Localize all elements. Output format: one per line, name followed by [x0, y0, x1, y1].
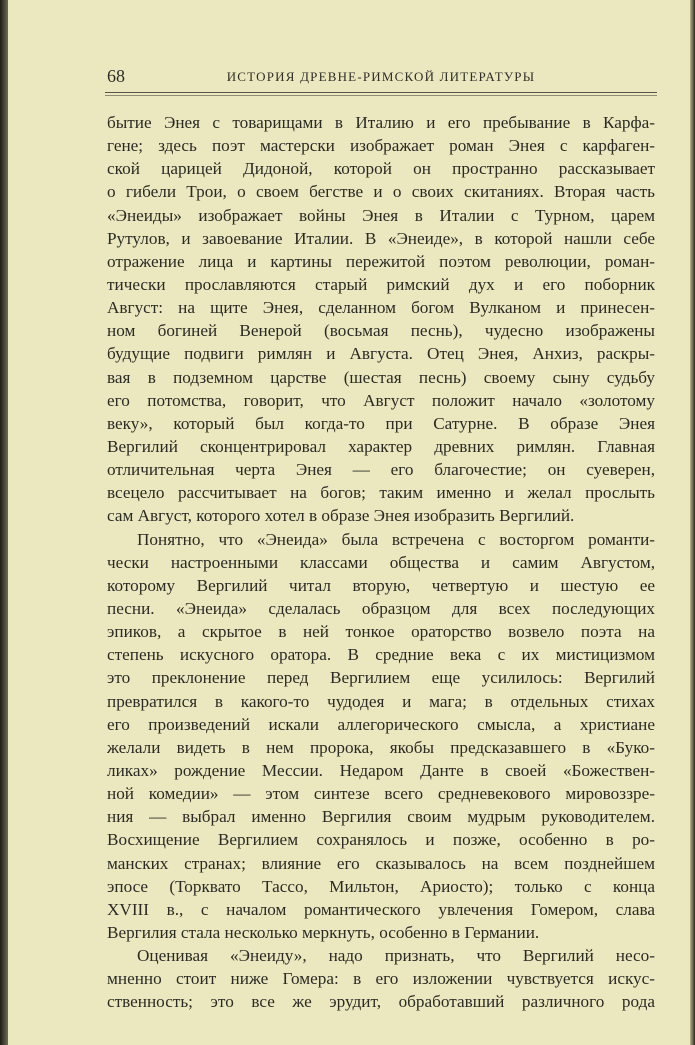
header-rule — [105, 92, 657, 93]
text-line: мненно стоит ниже Гомера: в его изложении чувствуется искус- — [107, 969, 655, 989]
page-number: 68 — [107, 66, 125, 86]
text-line: отличительная черта Энея — его благочестие; он суеверен, — [107, 460, 655, 480]
text-line: Восхищение Вергилием сохранялось и позже, особенно в ро- — [107, 830, 655, 850]
text-line: тически прославляются старый римский дух и его поборник — [107, 274, 655, 294]
text-line: сам Август, которого хотел в образе Энея изобразить Вергилий. — [107, 506, 575, 526]
text-line: веку», который был когда-то при Сатурне. В образе Энея — [107, 413, 655, 433]
text-line: гене; здесь поэт мастерски изображает роман Энея с карфаген- — [107, 136, 655, 156]
text-line: отражение лица и картины пережитой поэтом революции, роман- — [107, 251, 655, 271]
text-line: бытие Энея с товарищами в Италию и его пребывание в Карфа- — [107, 113, 655, 132]
text-line: всецело рассчитывает на богов; таким именно и желал прослыть — [107, 483, 655, 503]
text-line: Рутулов, и завоевание Италии. В «Энеиде», в которой нашли себе — [107, 228, 655, 248]
text-line: песни. «Энеида» сделалась образцом для всех последующих — [107, 598, 655, 618]
text-line: которому Вергилий читал вторую, четвертую и шестую ее — [107, 575, 655, 595]
text-line: манских странах; влияние его сказывалось на всем позднейшем — [107, 853, 655, 873]
text-line: «Энеиды» изображает войны Энея в Италии с Турном, царем — [107, 205, 655, 225]
text-line: Вергилия стала несколько меркнуть, особенно в Германии. — [107, 922, 540, 942]
running-title: ИСТОРИЯ ДРЕВНЕ-РИМСКОЙ ЛИТЕРАТУРЫ — [226, 69, 536, 84]
text-line: вая в подземном царстве (шестая песнь) своему сыну судьбу — [107, 367, 655, 387]
text-line: Август: на щите Энея, сделанном богом Вулканом и принесен- — [107, 298, 655, 318]
header-rule-secondary — [105, 95, 657, 96]
text-line: это преклонение перед Вергилием еще усилилось: Вергилий — [107, 668, 655, 688]
text-line: желали видеть в нем пророка, якобы предсказавшего в «Буко- — [107, 737, 655, 757]
text-line: Оценивая «Энеиду», надо признать, что Вергилий несо- — [137, 946, 655, 966]
page-header — [107, 66, 655, 88]
text-line: XVIII в., с началом романтического увлечения Гомером, слава — [107, 899, 655, 919]
paragraph — [107, 111, 655, 528]
text-line: эпиков, а скрытое в ней тонкое ораторство возвело поэта на — [107, 622, 655, 642]
text-line: эпосе (Торквато Тассо, Мильтон, Ариосто); только с конца — [107, 876, 655, 896]
text-line: его произведений искали аллегорического смысла, а христиане — [107, 714, 655, 734]
text-line: ственность; это все же эрудит, обработавший различного рода — [107, 992, 655, 1012]
text-line: его потомства, говорит, что Август положит начало «золотому — [107, 390, 655, 410]
text-line: ния — выбрал именно Вергилия своим мудрым руководителем. — [107, 807, 655, 827]
text-line: о гибели Трои, о своем бегстве и о своих скитаниях. Вторая часть — [107, 182, 655, 202]
text-line: ном богиней Венерой (восьмая песнь), чудесно изображены — [107, 321, 655, 341]
paragraph — [107, 528, 655, 945]
text-line: превратился в какого-то чудодея и мага; в отдельных стихах — [107, 691, 655, 711]
text-line: Вергилий сконцентрировал характер древних римлян. Главная — [107, 436, 655, 456]
text-line: ликах» рождение Мессии. Недаром Данте в своей «Божествен- — [107, 760, 655, 780]
scan-right-edge — [690, 0, 695, 1045]
scan-left-edge — [0, 0, 8, 1045]
text-line: степень искусного оратора. В средние века с их мистицизмом — [107, 645, 655, 665]
text-line: ской царицей Дидоной, которой он пространно рассказывает — [107, 159, 655, 179]
text-line: Понятно, что «Энеида» была встречена с восторгом романти- — [137, 529, 655, 549]
text-line: ной комедии» — этом синтезе всего средневекового мировоззре- — [107, 784, 655, 804]
body-text — [107, 111, 655, 1013]
paragraph — [107, 944, 655, 1013]
text-line: чески настроенными классами общества и самим Августом, — [107, 552, 655, 572]
text-line: будущие подвиги римлян и Августа. Отец Энея, Анхиз, раскры- — [107, 344, 655, 364]
